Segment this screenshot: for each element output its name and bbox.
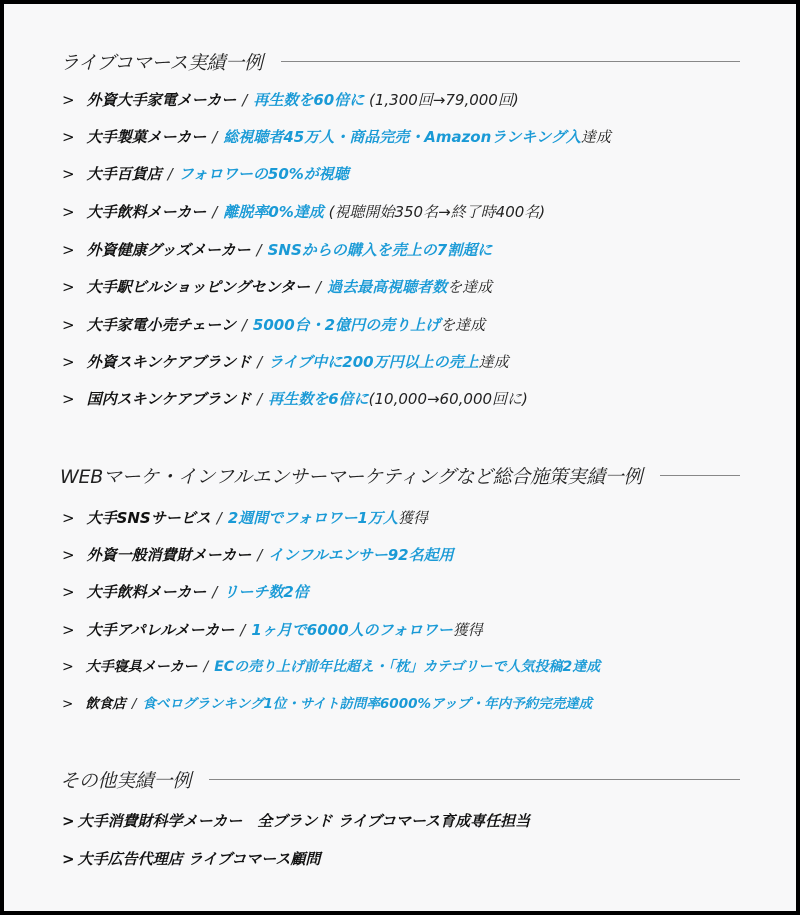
chevron-right-icon: >	[62, 128, 75, 146]
item-text: 大手消費財科学メーカー 全ブランド ライブコマース育成専任担当	[77, 812, 531, 830]
result-highlight: 総視聴者45万人・商品完売・Amazonランキング入	[223, 128, 581, 146]
result-highlight: 再生数を6倍に	[268, 390, 369, 408]
chevron-right-icon: >	[62, 812, 75, 830]
item-text: 大手広告代理店 ライブコマース顧問	[77, 850, 321, 868]
separator: /	[256, 241, 262, 259]
list-item	[62, 582, 309, 602]
separator: /	[212, 583, 218, 601]
result-suffix: 達成	[478, 353, 509, 371]
result-highlight: フォロワーの50%が視聴	[178, 165, 349, 183]
result-highlight: 過去最高視聴者数	[327, 278, 448, 296]
chevron-right-icon: >	[62, 390, 75, 408]
separator: /	[212, 203, 218, 221]
list-item	[62, 352, 509, 372]
result-suffix: 獲得	[452, 621, 483, 639]
separator: /	[131, 696, 137, 712]
section-heading	[60, 460, 740, 490]
list-item	[62, 202, 545, 222]
divider	[281, 61, 740, 62]
result-suffix: を達成	[440, 316, 486, 334]
result-highlight: インフルエンサー92名起用	[268, 546, 454, 564]
chevron-right-icon: >	[62, 659, 74, 675]
company-name: 国内スキンケアブランド	[86, 390, 252, 408]
company-name: 大手製菓メーカー	[86, 128, 207, 146]
section-heading	[60, 46, 740, 76]
chevron-right-icon: >	[62, 203, 75, 221]
result-highlight: 食べログランキング1位・サイト訪問率6000%アップ・年内予約完売達成	[142, 696, 593, 712]
company-name: 大手SNSサービス	[86, 509, 211, 527]
list-item	[62, 240, 492, 260]
separator: /	[203, 659, 209, 675]
list-item	[62, 811, 530, 831]
result-note: (10,000→60,000回に)	[368, 390, 528, 408]
result-highlight: 1ヶ月で6000人のフォロワー	[251, 621, 453, 639]
list-item	[62, 164, 349, 184]
separator: /	[242, 91, 248, 109]
divider	[209, 779, 740, 780]
company-name: 外資一般消費財メーカー	[86, 546, 252, 564]
company-name: 大手飲料メーカー	[86, 203, 207, 221]
company-name: 外資大手家電メーカー	[86, 91, 237, 109]
chevron-right-icon: >	[62, 278, 75, 296]
result-highlight: 離脱率0%達成	[223, 203, 324, 221]
divider	[660, 475, 740, 476]
list-item	[62, 508, 428, 528]
list-item	[62, 849, 320, 869]
chevron-right-icon: >	[62, 353, 75, 371]
result-highlight: ECの売り上げ前年比超え・「枕」カテゴリーで人気投稿2達成	[214, 659, 601, 675]
chevron-right-icon: >	[62, 509, 75, 527]
chevron-right-icon: >	[62, 316, 75, 334]
chevron-right-icon: >	[62, 546, 75, 564]
result-highlight: 再生数を60倍に	[253, 91, 365, 109]
chevron-right-icon: >	[62, 91, 75, 109]
list-item	[62, 657, 600, 677]
separator: /	[257, 390, 263, 408]
list-item	[62, 315, 485, 335]
separator: /	[167, 165, 173, 183]
section-title: ライブコマース実績一例	[60, 51, 263, 74]
result-highlight: 5000台・2億円の売り上げ	[252, 316, 441, 334]
company-name: 外資スキンケアブランド	[86, 353, 252, 371]
list-item	[62, 277, 492, 297]
list-item	[62, 389, 528, 409]
list-item	[62, 90, 519, 110]
chevron-right-icon: >	[62, 583, 75, 601]
section-title: WEBマーケ・インフルエンサーマーケティングなど総合施策実績一例	[60, 465, 643, 488]
company-name: 飲食店	[85, 696, 126, 712]
page	[4, 4, 796, 911]
section-heading	[60, 764, 740, 794]
separator: /	[212, 128, 218, 146]
chevron-right-icon: >	[62, 850, 75, 868]
separator: /	[257, 546, 263, 564]
section-title: その他実績一例	[60, 769, 191, 792]
result-note: (視聴開始350名→終了時400名)	[328, 203, 546, 221]
result-highlight: SNSからの購入を売上の7割超に	[267, 241, 493, 259]
company-name: 外資健康グッズメーカー	[86, 241, 251, 259]
result-highlight: 2週間でフォロワー1万人	[227, 509, 398, 527]
company-name: 大手アパレルメーカー	[86, 621, 235, 639]
company-name: 大手飲料メーカー	[86, 583, 207, 601]
company-name: 大手家電小売チェーン	[86, 316, 236, 334]
separator: /	[316, 278, 322, 296]
chevron-right-icon: >	[62, 165, 75, 183]
result-suffix: 獲得	[397, 509, 428, 527]
separator: /	[240, 621, 246, 639]
company-name: 大手百貨店	[86, 165, 162, 183]
list-item	[62, 127, 611, 147]
company-name: 大手駅ビルショッピングセンター	[86, 278, 311, 296]
result-suffix: 達成	[580, 128, 611, 146]
result-suffix: を達成	[447, 278, 493, 296]
separator: /	[257, 353, 263, 371]
company-name: 大手寝具メーカー	[85, 659, 198, 675]
list-item	[62, 620, 483, 640]
separator: /	[241, 316, 247, 334]
result-highlight: リーチ数2倍	[223, 583, 309, 601]
chevron-right-icon: >	[62, 621, 75, 639]
result-highlight: ライブ中に200万円以上の売上	[268, 353, 479, 371]
separator: /	[216, 509, 222, 527]
result-note: (1,300回→79,000回)	[369, 91, 519, 109]
list-item	[62, 545, 454, 565]
chevron-right-icon: >	[62, 696, 74, 712]
chevron-right-icon: >	[62, 241, 75, 259]
list-item	[62, 694, 592, 714]
